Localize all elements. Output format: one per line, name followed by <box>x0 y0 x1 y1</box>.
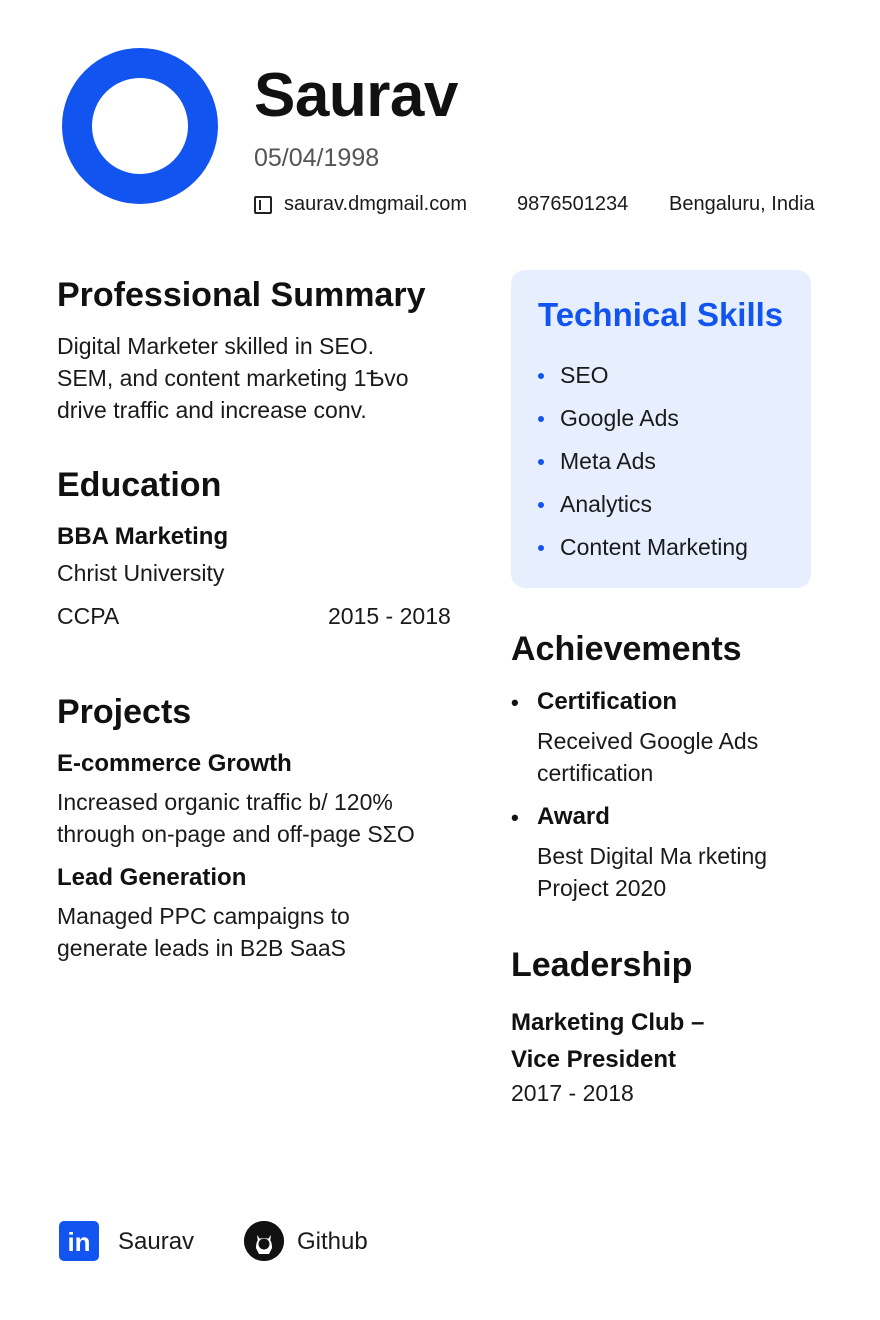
linkedin-icon[interactable]: in <box>59 1221 99 1261</box>
education-heading: Education <box>57 466 222 504</box>
leadership-heading: Leadership <box>511 946 693 984</box>
linkedin-link[interactable]: Saurav <box>118 1228 195 1255</box>
summary-line: drive traffic and increase conv. <box>57 397 367 423</box>
bullet-icon: • <box>511 805 519 830</box>
skill-item: Analytics <box>538 487 748 530</box>
project-description <box>57 900 350 964</box>
project-line: through on-page and off-page SΣO <box>57 821 415 847</box>
skill-item: Meta Ads <box>538 444 748 487</box>
degree-title: BBA Marketing <box>57 523 229 550</box>
education-years: 2015 - 2018 <box>328 603 451 629</box>
phone-text[interactable]: 9876501234 <box>517 193 629 215</box>
achievement-description <box>537 725 758 789</box>
grade-label: CCPA <box>57 603 120 629</box>
project-line: Managed PPC campaigns to <box>57 903 350 929</box>
leadership-role <box>511 1004 704 1078</box>
project-title: E-commerce Growth <box>57 750 292 777</box>
achievement-line: Best Digital Ma rketing <box>537 843 768 869</box>
achievement-title: Certification <box>537 688 678 715</box>
project-line: Increased organic traffic b/ 120% <box>57 789 393 815</box>
summary-line: Digital Marketer skilled in SEO. <box>57 333 374 359</box>
date-of-birth: 05/04/1998 <box>254 144 380 172</box>
projects-heading: Projects <box>57 693 192 731</box>
avatar <box>62 48 218 204</box>
leadership-years: 2017 - 2018 <box>511 1080 634 1106</box>
summary-line: SEM, and content marketing 1Ѣvo <box>57 365 409 391</box>
candidate-name: Saurav <box>254 61 458 130</box>
achievements-heading: Achievements <box>511 630 742 668</box>
location-text: Bengaluru, India <box>669 193 815 215</box>
github-link[interactable]: Github <box>297 1228 368 1255</box>
achievement-title: Award <box>537 803 610 830</box>
project-title: Lead Generation <box>57 864 247 891</box>
leadership-role-line: Marketing Club – <box>511 1009 705 1036</box>
leadership-role-line: Vice President <box>511 1046 676 1073</box>
summary-text <box>57 330 409 426</box>
achievement-line: Received Google Ads <box>537 728 759 754</box>
project-description <box>57 786 415 850</box>
project-line: generate leads in B2B SaaS <box>57 935 346 961</box>
bullet-icon: • <box>511 690 519 715</box>
summary-heading: Professional Summary <box>57 276 426 314</box>
skill-item: SEO <box>538 358 748 401</box>
school-name: Christ University <box>57 560 225 586</box>
github-icon[interactable] <box>244 1221 284 1261</box>
email-text[interactable]: saurav.dmgmail.com <box>284 193 468 215</box>
skill-item: Google Ads <box>538 401 748 444</box>
achievement-line: certification <box>537 760 654 786</box>
skills-heading: Technical Skills <box>538 296 784 333</box>
skill-item: Content Marketing <box>538 530 748 573</box>
card-icon <box>254 196 272 214</box>
achievement-line: Project 2020 <box>537 875 667 901</box>
skills-list <box>538 358 748 573</box>
achievement-description <box>537 840 767 904</box>
github-icon-glyph <box>244 1221 284 1261</box>
